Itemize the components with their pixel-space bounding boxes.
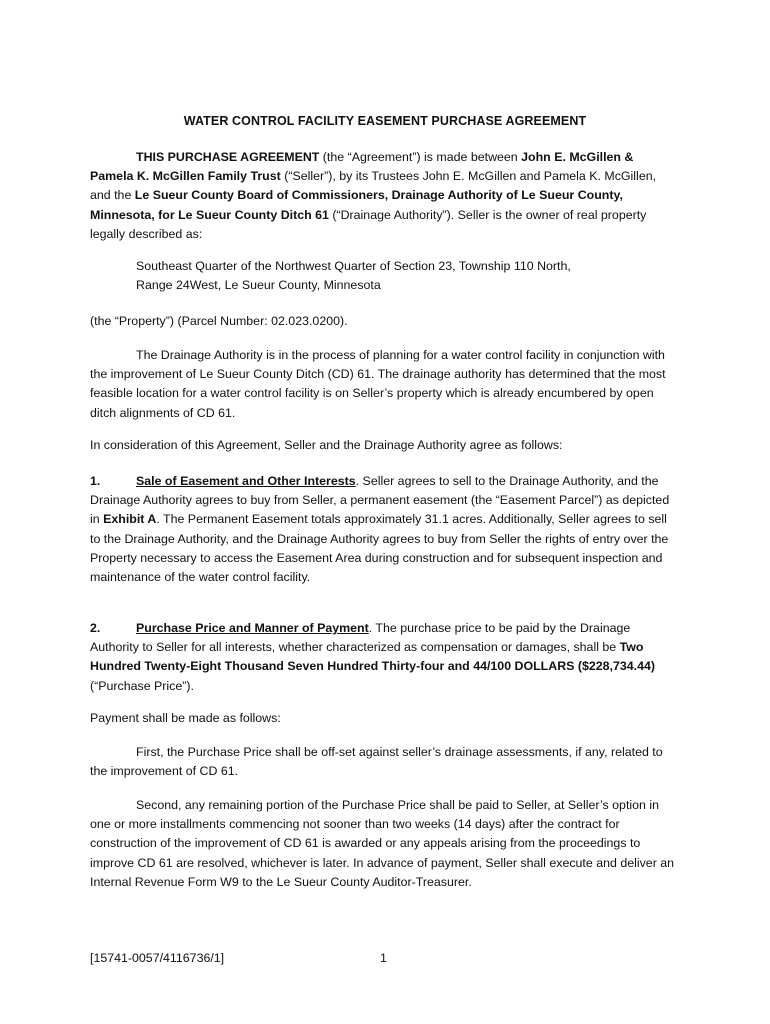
section-1-number: 1. xyxy=(90,474,101,488)
consideration-paragraph: In consideration of this Agreement, Seller and the Drainage Authority agree as follows: xyxy=(90,438,563,452)
intro-text-2: (“Seller”), by its Trustees John E. McGillen and Pamela K. McGillen, and the xyxy=(90,169,657,203)
seller-name: John E. McGillen & Pamela K. McGillen Family Trust xyxy=(90,150,634,184)
purchase-price-amount: Two Hundred Twenty-Eight Thousand Seven Hundred Thirty-four and 44/100 DOLLARS ($228,734.44) xyxy=(90,640,656,674)
drainage-authority-name: Le Sueur County Board of Commissioners, Drainage Authority of Le Sueur County, Minnesota, for Le Sueur County Ditch 61 xyxy=(90,188,623,222)
payment-first-paragraph: First, the Purchase Price shall be off-set against seller’s drainage assessments, if any, related to the improvement of CD 61. xyxy=(90,745,663,779)
section-1-text-2: . The Permanent Easement totals approximately 31.1 acres. Additionally, Seller agrees to sell to the Drainage Authority, and the Drainage Authority agrees to buy from Seller the rights of entry over the Property necessary to access the Easement Area during construction and for subsequent inspection and maintenance of the water control facility. xyxy=(90,512,669,585)
section-2-number: 2. xyxy=(90,621,101,635)
payment-second-paragraph: Second, any remaining portion of the Purchase Price shall be paid to Seller, at Seller’s option in one or more installments commencing not sooner than two weeks (14 days) after the contract for construction of the improvement of CD 61 is awarded or any appeals arising from the proceedings to improve CD 61 are resolved, whichever is later. In advance of payment, Seller shall execute and deliver an Internal Revenue Form W9 to the Le Sueur County Auditor-Treasurer. xyxy=(90,798,675,889)
legal-description-line-1: Southeast Quarter of the Northwest Quarter of Section 23, Township 110 North, xyxy=(136,259,571,273)
section-2-text-1: . The purchase price to be paid by the Drainage Authority to Seller for all interests, whether characterized as compensation or damages, shall be xyxy=(90,621,631,655)
section-2-paragraph xyxy=(90,619,680,696)
section-2-text-2: (“Purchase Price”). xyxy=(90,678,194,693)
property-reference: (the “Property”) (Parcel Number: 02.023.0200). xyxy=(90,314,348,328)
intro-text-1: (the “Agreement”) is made between xyxy=(319,150,522,164)
legal-description-line-2: Range 24West, Le Sueur County, Minnesota xyxy=(136,278,381,292)
payment-intro: Payment shall be made as follows: xyxy=(90,711,281,725)
exhibit-a-reference: Exhibit A xyxy=(103,512,157,527)
section-1-heading: Sale of Easement and Other Interests xyxy=(136,474,356,488)
intro-agreement-label: THIS PURCHASE AGREEMENT xyxy=(136,150,320,164)
section-1-text-1: . Seller agrees to sell to the Drainage Authority, and the Drainage Authority agrees to buy from Seller, a permanent easement (the “Easement Parcel”) as depicted in xyxy=(90,474,670,527)
section-2-heading: Purchase Price and Manner of Payment xyxy=(136,621,369,635)
intro-text-3: (“Drainage Authority”). Seller is the owner of real property legally described as: xyxy=(90,207,647,241)
planning-paragraph: The Drainage Authority is in the process of planning for a water control facility in conjunction with the improvement of Le Sueur County Ditch (CD) 61. The drainage authority has determined that the most feasible location for a water control facility is on Seller’s property which is already encumbered by open ditch alignments of CD 61. xyxy=(90,348,666,420)
section-1-paragraph xyxy=(90,472,680,587)
document-title: WATER CONTROL FACILITY EASEMENT PURCHASE AGREEMENT xyxy=(183,114,587,128)
footer-page-number: 1 xyxy=(380,951,387,965)
footer-document-id: [15741-0057/4116736/1] xyxy=(90,951,225,965)
intro-paragraph xyxy=(90,148,680,244)
